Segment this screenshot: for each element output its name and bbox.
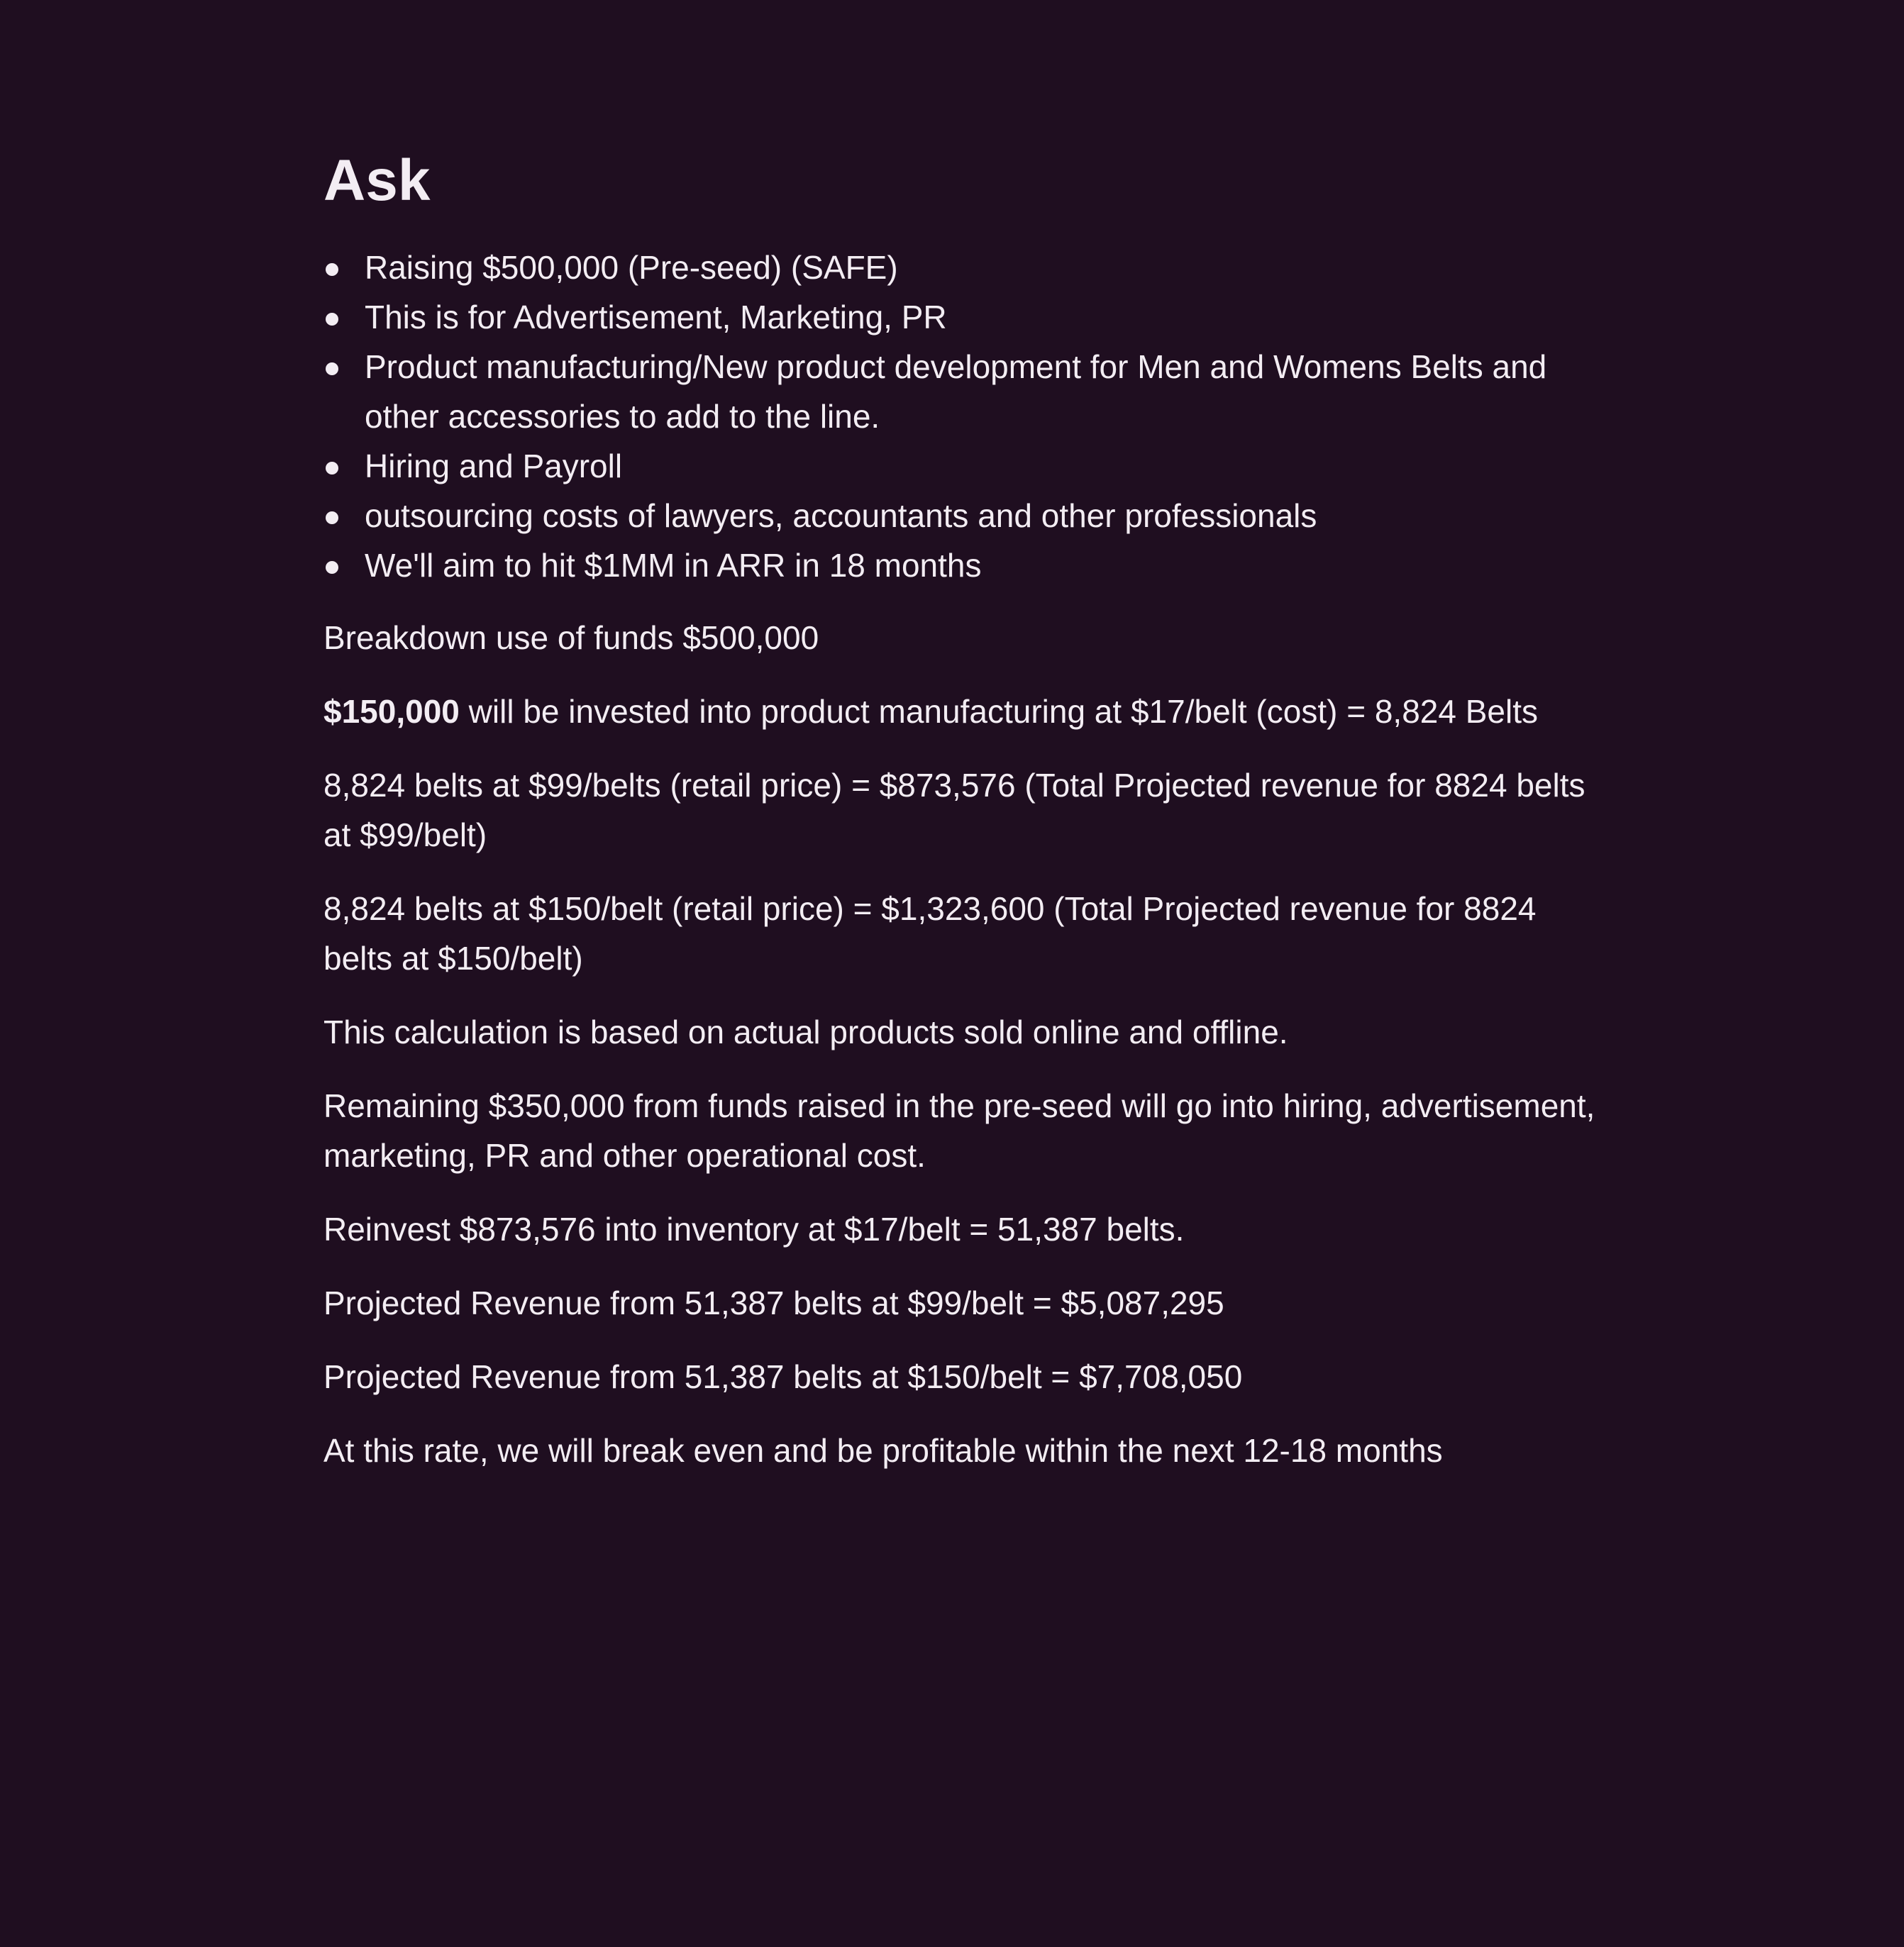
calculation-basis-paragraph: This calculation is based on actual products sold online and offline. <box>323 1014 1288 1051</box>
bullet-dot-icon <box>326 362 338 375</box>
projected-revenue-150-paragraph: Projected Revenue from 51,387 belts at $150/belt = $7,708,050 <box>323 1358 1243 1396</box>
bullet-text: This is for Advertisement, Marketing, PR <box>365 299 947 336</box>
bullet-item-raising <box>323 243 1600 292</box>
manufacturing-paragraph <box>323 687 1600 736</box>
bullet-dot-icon <box>326 263 338 276</box>
projected-revenue-99-paragraph: Projected Revenue from 51,387 belts at $99/belt = $5,087,295 <box>323 1285 1224 1322</box>
bullet-item-product-development <box>323 342 1600 441</box>
bullet-dot-icon <box>326 462 338 475</box>
bullet-dot-icon <box>326 511 338 524</box>
revenue-99-paragraph: 8,824 belts at $99/belts (retail price) = $873,576 (Total Projected revenue for 8824 belts at $99/belt) <box>323 767 1585 854</box>
bullet-dot-icon <box>326 313 338 326</box>
ask-bullet-list <box>323 243 1600 590</box>
bullet-dot-icon <box>326 561 338 574</box>
bullet-text: outsourcing costs of lawyers, accountants and other professionals <box>365 497 1317 535</box>
ask-slide <box>323 149 1600 1499</box>
breakdown-heading: Breakdown use of funds $500,000 <box>323 619 819 657</box>
reinvest-paragraph: Reinvest $873,576 into inventory at $17/belt = 51,387 belts. <box>323 1211 1185 1248</box>
bullet-item-advertisement <box>323 292 1600 342</box>
bullet-text: Raising $500,000 (Pre-seed) (SAFE) <box>365 249 898 287</box>
manufacturing-text: will be invested into product manufacturing at $17/belt (cost) = 8,824 Belts <box>459 693 1539 731</box>
bullet-item-outsourcing <box>323 491 1600 540</box>
bullet-text: Hiring and Payroll <box>365 448 623 485</box>
bullet-text: Product manufacturing/New product development for Men and Womens Belts and other accessories to add to the line. <box>365 348 1547 436</box>
break-even-paragraph: At this rate, we will break even and be profitable within the next 12-18 months <box>323 1432 1443 1470</box>
manufacturing-amount: $150,000 <box>323 693 460 731</box>
revenue-150-paragraph: 8,824 belts at $150/belt (retail price) = $1,323,600 (Total Projected revenue for 8824 belts at $150/belt) <box>323 890 1537 977</box>
remaining-funds-paragraph: Remaining $350,000 from funds raised in the pre-seed will go into hiring, advertisement, marketing, PR and other operational cost. <box>323 1087 1595 1175</box>
bullet-text: We'll aim to hit $1MM in ARR in 18 months <box>365 547 982 584</box>
bullet-item-arr-goal <box>323 540 1600 590</box>
bullet-item-hiring <box>323 441 1600 491</box>
slide-title: Ask <box>323 148 431 213</box>
